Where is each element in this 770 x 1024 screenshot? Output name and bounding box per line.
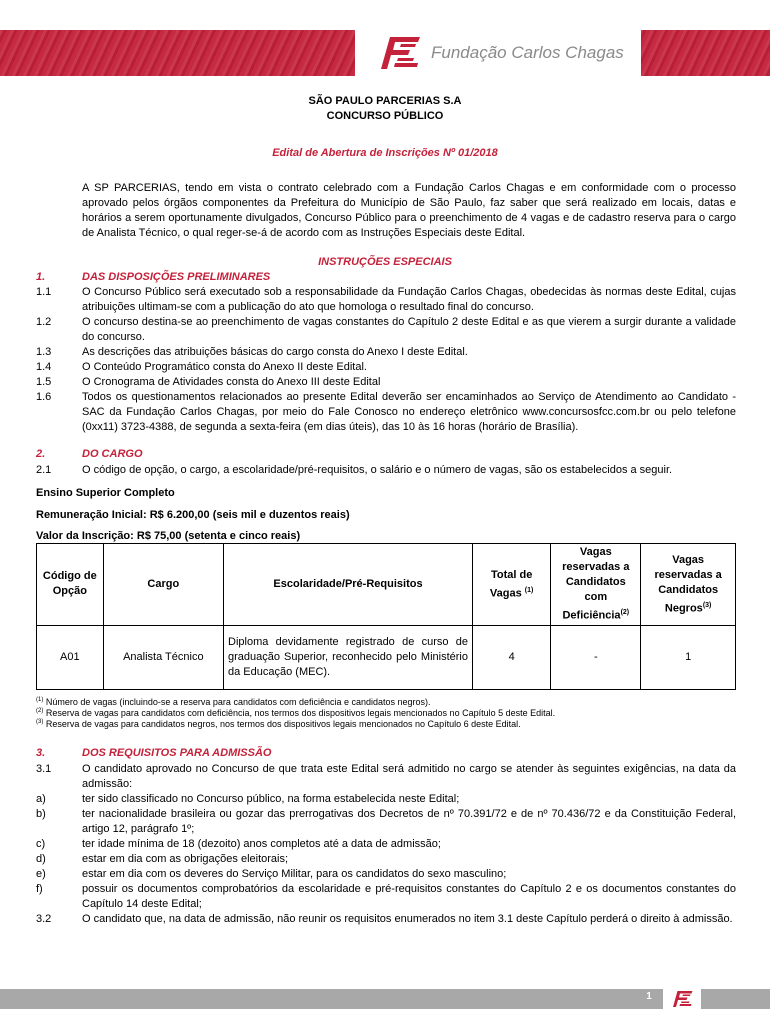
- item-text: O Conteúdo Programático consta do Anexo II deste Edital.: [82, 361, 367, 373]
- instrucoes-heading: INSTRUÇÕES ESPECIAIS: [318, 256, 452, 268]
- cell-negros: 1: [641, 625, 736, 689]
- item-text: O candidato aprovado no Concurso de que trata este Edital será admitido no cargo se atender às seguintes exigências, na data da admissão:: [82, 763, 736, 790]
- item-number: 1.3: [36, 346, 52, 358]
- footnote: $^{(3)}$ Reserva de vagas para candidatos negros, nos termos dos dispositivos legais mencionados no Capítulo 6 deste Edital.: [36, 719, 521, 729]
- subitem-text: estar em dia com as obrigações eleitorais;: [82, 853, 289, 865]
- item-number: 3.1: [36, 763, 52, 775]
- subitem-letter: d): [36, 853, 46, 865]
- item-text: As descrições das atribuições básicas do cargo consta do Anexo I deste Edital.: [82, 346, 468, 358]
- cell-total: 4: [472, 625, 550, 689]
- header-cargo: Cargo: [103, 544, 223, 626]
- section2-number: 2.: [36, 448, 46, 460]
- item-number: 1.4: [36, 361, 52, 373]
- subitem-text: ter idade mínima de 18 (dezoito) anos completos até a data de admissão;: [82, 838, 441, 850]
- section3-number: 3.: [36, 747, 46, 759]
- ensino-label: Ensino Superior Completo: [36, 487, 175, 499]
- header-vagas-pcd: Vagas reservadas a Candidatos com Deficiência$^{(2)}$: [551, 544, 641, 626]
- subitem-letter: c): [36, 838, 46, 850]
- subitem-text: ter nacionalidade brasileira ou gozar das prerrogativas dos Decretos de nº 70.391/72 e de nº 70.436/72 e da Constituição Federal, artigo 12, parágrafo 1º;: [82, 808, 736, 835]
- item-number: 1.6: [36, 391, 52, 403]
- footer-logo-panel: [663, 989, 701, 1009]
- header-codigo: Código de Opção: [37, 544, 104, 626]
- intro-paragraph: A SP PARCERIAS, tendo em vista o contrato celebrado com a Fundação Carlos Chagas e em conformidade com o processo aprovado pelos órgãos componentes da Prefeitura do Município de São Paulo, faz saber que será realizado em locais, datas e horários a serem oportunamente divulgados, Concurso Público para o preenchimento de 4 vagas e de cadastro reserva para o cargo de Analista Técnico, o qual reger-se-á de acordo com as Instruções Especiais deste Edital.: [82, 182, 736, 239]
- edital-title: Edital de Abertura de Inscrições Nº 01/2018: [272, 147, 498, 159]
- subitem-text: possuir os documentos comprobatórios da escolaridade e pré-requisitos constantes do Capítulo 2 e os documentos constantes do Capítulo 14 deste Edital;: [82, 883, 736, 910]
- item-number: 1.2: [36, 316, 52, 328]
- subitem-letter: f): [36, 883, 43, 895]
- remuneracao-label: Remuneração Inicial: R$ 6.200,00 (seis mil e duzentos reais): [36, 509, 350, 521]
- item-number: 1.1: [36, 286, 52, 298]
- table-header-row: [37, 544, 736, 626]
- item-text: O Cronograma de Atividades consta do Anexo III deste Edital: [82, 376, 381, 388]
- org-name: Fundação Carlos Chagas: [431, 43, 624, 62]
- contest-title: CONCURSO PÚBLICO: [326, 110, 444, 122]
- footer-bar: [0, 989, 770, 1009]
- cell-pcd: -: [551, 625, 641, 689]
- valor-inscricao-label: Valor da Inscrição: R$ 75,00 (setenta e cinco reais): [36, 530, 301, 542]
- vagas-table: [36, 543, 736, 690]
- item-text: O Concurso Público será executado sob a responsabilidade da Fundação Carlos Chagas, obedecidas às normas deste Edital, cujas atribuições ultimam-se com a publicação do ato que homologa o resultado final do concurso.: [82, 286, 736, 313]
- page-number: 1: [646, 991, 652, 1002]
- subitem-letter: b): [36, 808, 46, 820]
- section3-title: DOS REQUISITOS PARA ADMISSÃO: [82, 747, 272, 759]
- item-text: O candidato que, na data de admissão, não reunir os requisitos enumerados no item 3.1 deste Capítulo perderá o direito à admissão.: [82, 913, 733, 925]
- cell-codigo: A01: [37, 625, 104, 689]
- subitem-letter: e): [36, 868, 46, 880]
- item-text: Todos os questionamentos relacionados ao presente Edital deverão ser encaminhados ao Serviço de Atendimento ao Candidato - SAC da Fundação Carlos Chagas, por meio do Fale Conosco no endereço eletrônico www.concursosfcc.com.br ou pelo telefone (0xx11) 3723-4388, de segunda a sexta-feira (em dias úteis), das 10 às 16 horas (horário de Brasília).: [82, 391, 736, 433]
- fcc-logo-icon: [376, 33, 422, 73]
- section2-title: DO CARGO: [82, 448, 143, 460]
- subitem-text: ter sido classificado no Concurso público, na forma estabelecida neste Edital;: [82, 793, 460, 805]
- item-number: 1.5: [36, 376, 52, 388]
- footnote: $^{(1)}$ Número de vagas (incluindo-se a reserva para candidatos com deficiência e candidatos negros).: [36, 697, 431, 707]
- cell-escolaridade: Diploma devidamente registrado de curso de graduação Superior, reconhecido pelo Ministério da Educação (MEC).: [224, 625, 473, 689]
- header-vagas-negros: Vagas reservadas a Candidatos Negros$^{(3)}$: [641, 544, 736, 626]
- item-text: O código de opção, o cargo, a escolaridade/pré-requisitos, o salário e o número de vagas, são os estabelecidos a seguir.: [82, 464, 673, 476]
- header-escolaridade: Escolaridade/Pré-Requisitos: [224, 544, 473, 626]
- company-title: SÃO PAULO PARCERIAS S.A: [308, 95, 462, 107]
- subitem-letter: a): [36, 793, 46, 805]
- cell-cargo: Analista Técnico: [103, 625, 223, 689]
- fcc-logo-small-icon: [663, 989, 701, 1009]
- subitem-text: estar em dia com os deveres do Serviço Militar, para os candidatos do sexo masculino;: [82, 868, 507, 880]
- header-total-vagas: Total de Vagas $^{(1)}$: [472, 544, 550, 626]
- item-number: 3.2: [36, 913, 52, 925]
- section1-number: 1.: [36, 271, 46, 283]
- item-text: O concurso destina-se ao preenchimento de vagas constantes do Capítulo 2 deste Edital e as que vierem a surgir durante a validade do concurso.: [82, 316, 736, 343]
- footnote: $^{(2)}$ Reserva de vagas para candidatos com deficiência, nos termos dos dispositivos legais mencionados no Capítulo 5 deste Edital.: [36, 708, 556, 718]
- section1-title: DAS DISPOSIÇÕES PRELIMINARES: [82, 271, 271, 283]
- table-row: [37, 625, 736, 689]
- item-number: 2.1: [36, 464, 52, 476]
